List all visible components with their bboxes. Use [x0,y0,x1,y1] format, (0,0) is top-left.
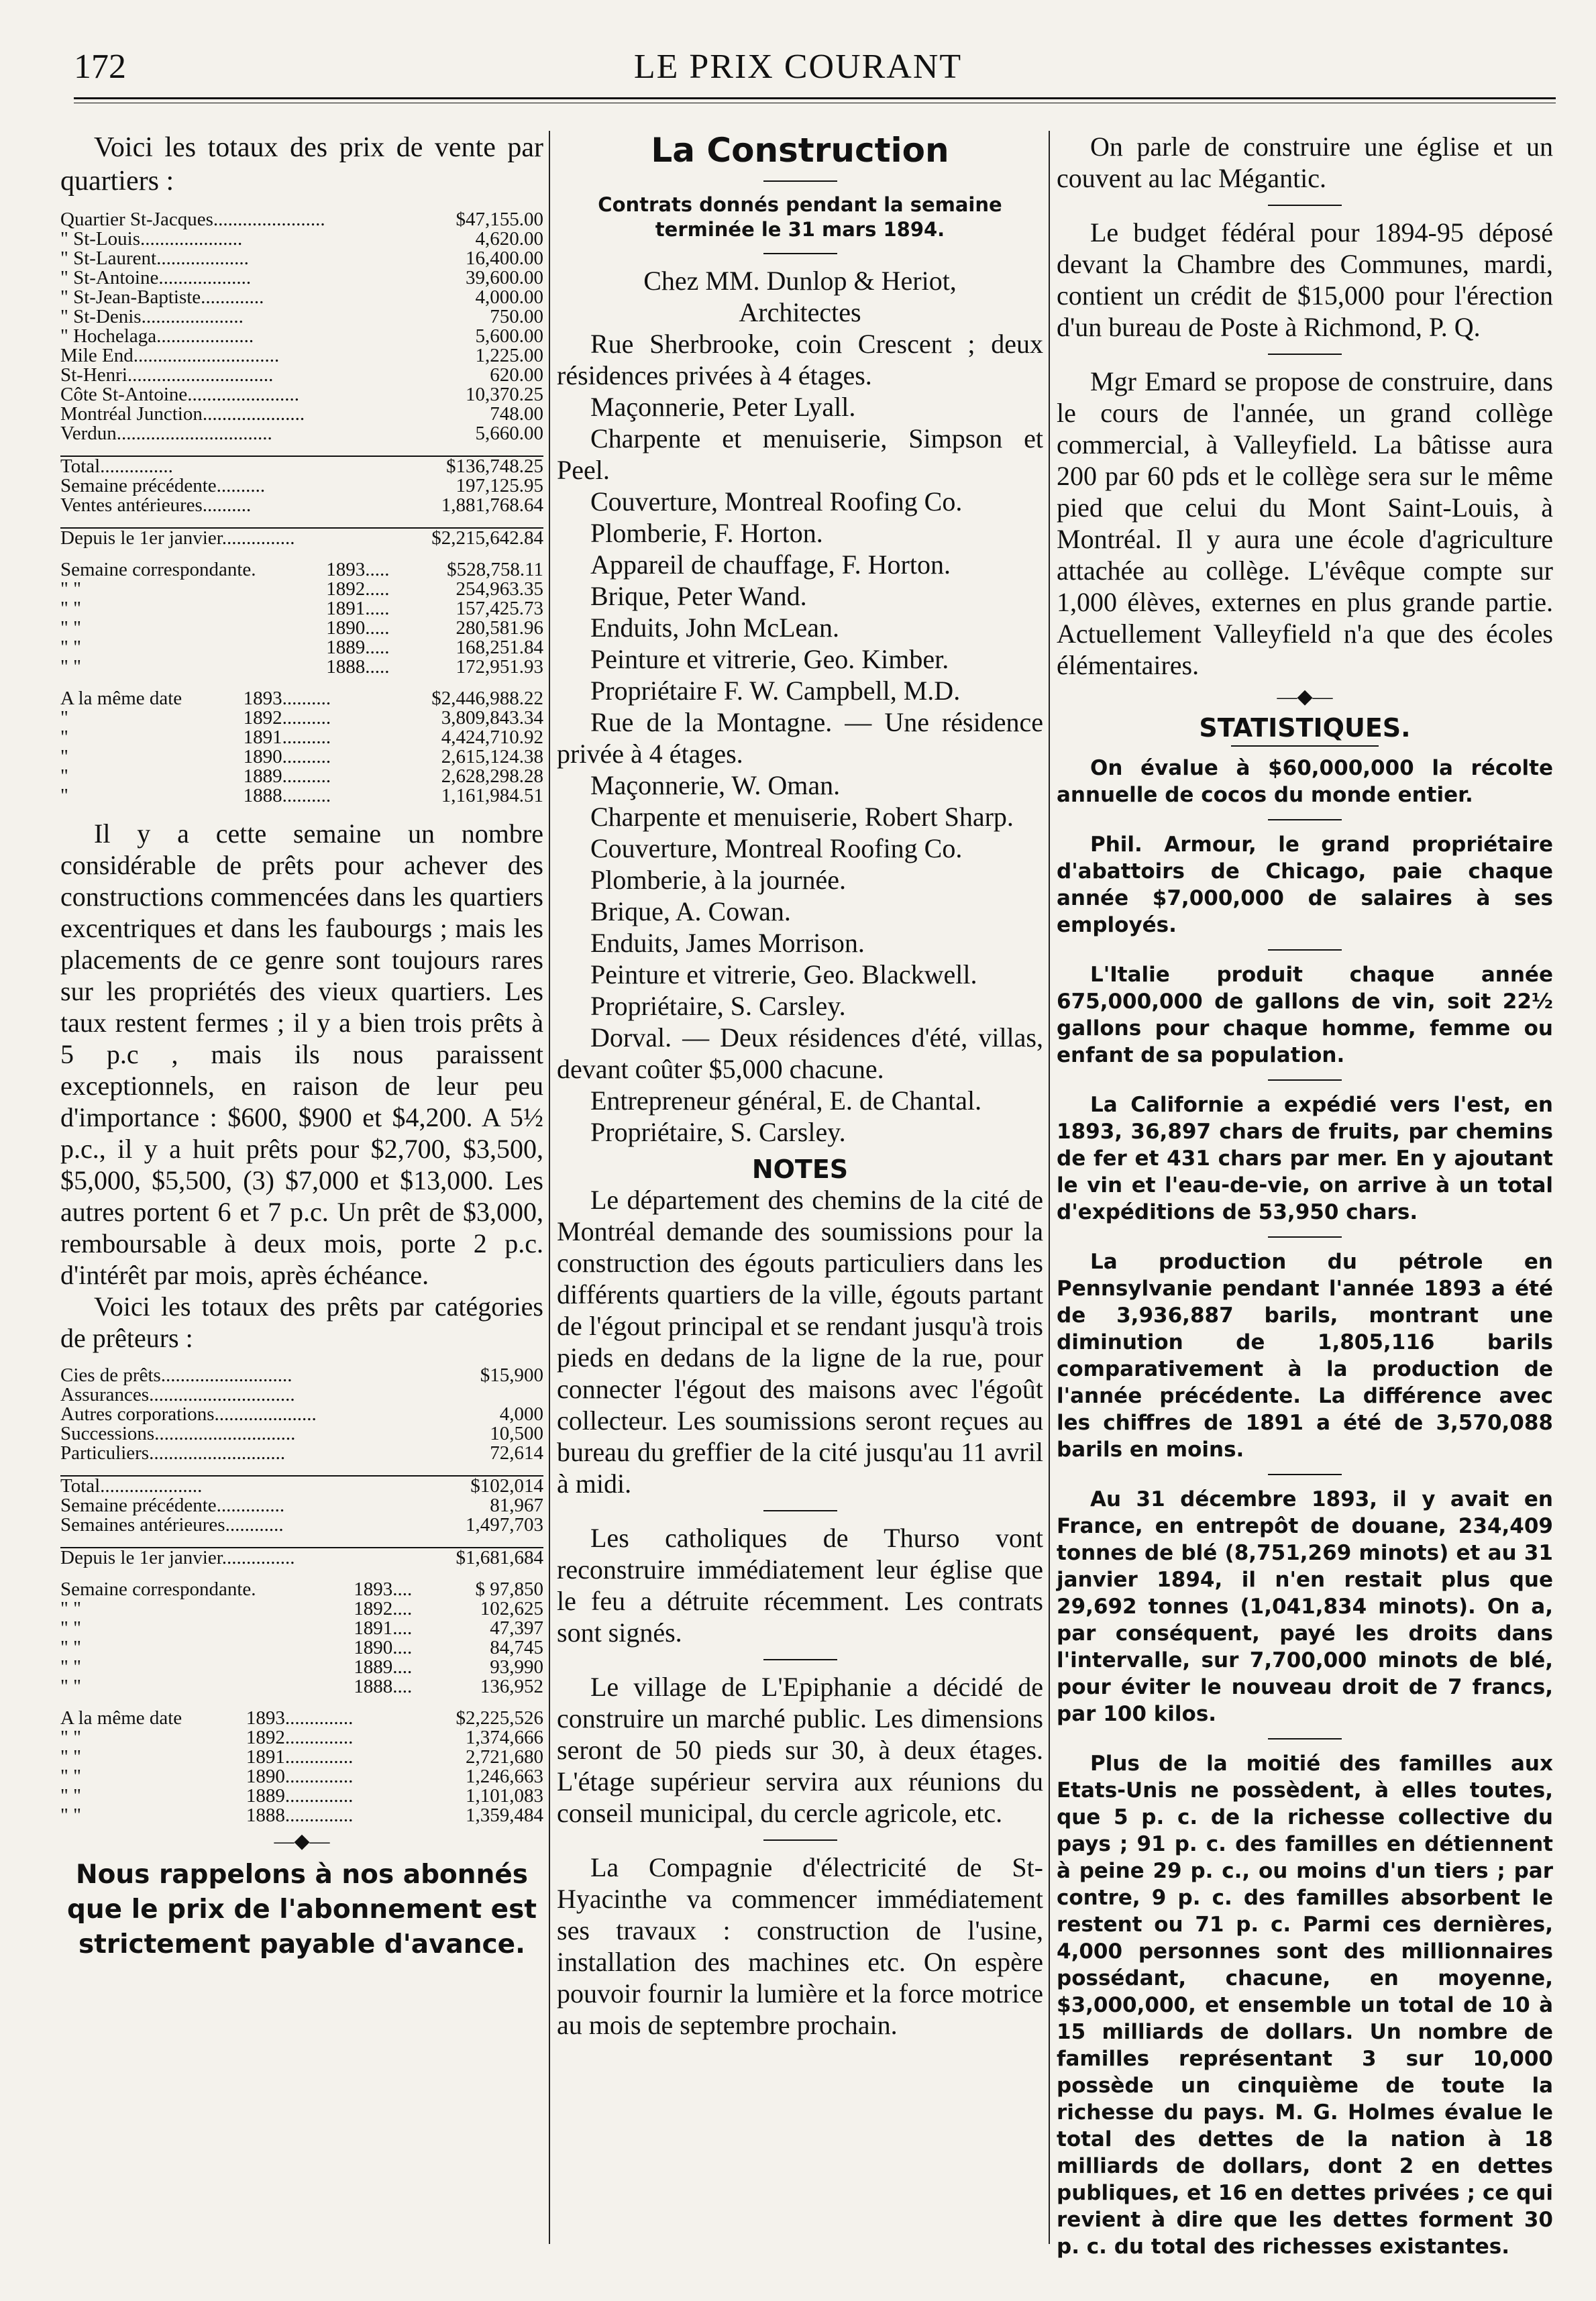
table-row [60,1385,543,1405]
row-year: 1892.......... [243,707,331,729]
divider [763,180,837,182]
table-row [60,327,543,346]
row-label: " St-Louis..................... [60,228,243,250]
row-year: 1888.............. [246,1805,354,1826]
table-row [60,1767,543,1786]
row-value: 2,628,298.28 [441,765,543,787]
statistic-paragraph: L'Italie produit chaque année 675,000,000 de gallons de vin, soit 22½ gallons pour chaque homme, femme ou enfant de sa population. [1057,963,1553,1067]
column-right [1057,131,1553,2260]
sales-by-district-table [60,210,543,443]
row-year: 1890.......... [243,746,331,767]
contract-line: Architectes [739,297,861,327]
row-label: " [60,785,68,806]
row-year: 1888..... [326,656,390,678]
row-year: 1890.... [354,1637,413,1658]
contract-line: Couverture, Montreal Roofing Co. [590,833,963,863]
sales-since-table [60,527,543,548]
table-row [60,1405,543,1424]
loans-same-date-table [60,1709,543,1825]
row-label: " " [60,1598,81,1619]
table-row [60,1444,543,1463]
table-row [60,229,543,249]
notes-heading: NOTES [751,1155,849,1184]
ornament-divider: —◆— [1277,686,1333,708]
table-row [60,1728,543,1748]
row-label: " " [60,1676,81,1697]
table-row [60,366,543,385]
row-label: Semaine précédente.............. [60,1495,285,1516]
row-year: 1890.............. [246,1766,354,1787]
table-row [60,268,543,288]
table-row [60,689,543,708]
row-value: $ 97,850 [475,1578,543,1600]
table-row [60,619,543,638]
row-label: " " [60,1727,81,1748]
column-divider [1049,131,1050,2244]
notes-paragraph: Le département des chemins de la cité de Montréal demande des soumissions pour la construction des égouts particuliers dans les différents quartiers de la ville, égouts partant de l'égout principal et se rendant jusqu'à trois pieds en dedans de la ligne de la rue, pour connecter l'égout des maisons avec l'égoût collecteur. Les soumissions seront reçues au bureau du greffier de la cité jusqu'au 11 avril à midi. [557,1185,1043,1499]
row-label: " Hochelaga.................... [60,325,254,347]
row-label: Autres corporations..................... [60,1403,317,1425]
row-value: 136,952 [480,1676,543,1697]
row-value: 620.00 [490,364,543,386]
row-value: 1,161,984.51 [441,785,543,806]
table-row [60,307,543,327]
table-row [60,346,543,366]
statistic-paragraph: Phil. Armour, le grand propriétaire d'abattoirs de Chicago, paie chaque année $7,000,000 de salaires à ses employés. [1057,833,1553,937]
row-label: " St-Laurent................... [60,248,249,269]
row-value: $15,900 [480,1364,543,1386]
sales-week-comparison-table [60,560,543,677]
contract-line: Entrepreneur général, E. de Chantal. [590,1085,982,1116]
row-value: 16,400.00 [466,248,543,269]
row-value: $136,748.25 [382,456,543,476]
table-row [60,1619,543,1638]
row-value: 1,497,703 [466,1514,543,1536]
contract-line: Plomberie, à la journée. [590,865,846,895]
row-year: 1891.............. [246,1746,354,1768]
divider [763,1510,837,1511]
row-value: 750.00 [490,306,543,327]
notes-paragraph: La Compagnie d'électricité de St-Hyacinthe va commencer immédiatement ses travaux : construction de l'usine, installation des machines etc. On espère pouvoir fournir la lumière et la force motrice au mois de septembre prochain. [557,1852,1043,2040]
loans-paragraph: Il y a cette semaine un nombre considérable de prêts pour achever des constructions commencées dans les quartiers excentriques et dans les faubourgs ; mais les placements de ce genre sont toujours rares sur les propriétés des vieux quartiers. Les taux restent fermes ; il y a bien trois prêts à 5 p.c , mais ils nous paraissent exceptionnels, en raison de leur peu d'importance : $600, $900 et $4,200. A 5½ p.c., il y a huit prêts pour $2,700, $3,500, $5,000, $5,500, (3) $7,000 et $13,000. Les autres portent 6 et 7 p.c. Un prêt de $3,000, remboursable à deux mois, porte 2 p.c. d'intérêt par mois, après échéance. [60,818,543,1290]
row-year: 1893.... [354,1578,413,1600]
divider [1268,1236,1342,1238]
loans-week-comparison-table [60,1580,543,1697]
table-row [60,657,543,677]
table-row [60,1748,543,1767]
contract-line: Propriétaire, S. Carsley. [590,1117,846,1147]
row-value: 84,745 [490,1637,543,1658]
row-value: 157,425.73 [456,598,543,619]
table-row [60,747,543,767]
loans-totals-table [60,1475,543,1535]
table-row [60,1366,543,1385]
row-label: Particuliers............................ [60,1442,286,1464]
row-label: " " [60,1656,81,1678]
row-value: 4,424,710.92 [441,727,543,748]
row-value: 748.00 [490,403,543,425]
news-paragraph: Mgr Emard se propose de construire, dans le cours de l'année, un grand collège commercial, à Valleyfield. La bâtisse aura 200 par 60 pds et le collège sera sur le même pied que celui du Mont Saint-Louis, à Montréal. Il y aura une école d'agriculture attachée au collège. L'évêque compte sur 1,000 élèves, externes en plus grande partie. Actuellement Valleyfield n'a que des écoles élémentaires. [1057,366,1553,680]
table-row [60,1806,543,1825]
contract-line: Appareil de chauffage, F. Horton. [590,549,951,580]
row-value: $2,446,988.22 [431,688,543,709]
row-value: 4,000.00 [475,286,543,308]
row-label: " " [60,1785,81,1807]
row-value: 5,600.00 [475,325,543,347]
contract-line: Dorval. — Deux résidences d'été, villas, devant coûter $5,000 chacune. [557,1022,1043,1084]
row-label: " [60,727,68,748]
row-value: 172,951.93 [456,656,543,678]
contract-line: Rue de la Montagne. — Une résidence privée à 4 étages. [557,707,1043,769]
row-label: " St-Jean-Baptiste............. [60,286,264,308]
row-label: Depuis le 1er janvier............... [60,1548,412,1568]
contract-line: Enduits, James Morrison. [590,928,865,958]
row-year: 1892.............. [246,1727,354,1748]
row-label: Semaine correspondante. [60,1578,256,1600]
row-year: 1893.......... [243,688,331,709]
row-value: 5,660.00 [475,423,543,444]
row-label: " " [60,1805,81,1826]
row-label: Semaine précédente.......... [60,475,266,496]
statistic-paragraph: La Californie a expédié vers l'est, en 1893, 36,897 chars de fruits, par chemins de fer et 431 chars par mer. En y ajoutant le vin et l'eau-de-vie, on arrive à un total d'expéditions de 53,950 chars. [1057,1093,1553,1224]
section-heading-construction: La Construction [651,131,949,170]
row-year: 1889.... [354,1656,413,1678]
row-value: 197,125.95 [456,475,543,496]
row-value: 1,359,484 [466,1805,543,1826]
table-row [60,249,543,268]
contract-line: Chez MM. Dunlop & Heriot, [643,266,957,296]
contract-line: Propriétaire F. W. Campbell, M.D. [590,676,961,706]
table-row [60,1496,543,1515]
contracts-list [557,265,1043,1148]
loans-categories-intro: Voici les totaux des prêts par catégories de prêteurs : [60,1291,543,1353]
row-label: " St-Antoine................... [60,267,252,288]
row-value: 4,620.00 [475,228,543,250]
table-row [60,1658,543,1677]
divider [763,1659,837,1660]
contract-line: Peinture et vitrerie, Geo. Blackwell. [590,959,977,989]
row-label: A la même date [60,688,182,709]
row-value: 2,615,124.38 [441,746,543,767]
news-paragraph: Le budget fédéral pour 1894-95 déposé devant la Chambre des Communes, mardi, contient un crédit de $15,000 pour l'érection d'un bureau de Poste à Richmond, P. Q. [1057,217,1553,342]
row-label: Quartier St-Jacques....................... [60,209,325,230]
row-year: 1888.... [354,1676,413,1697]
statistic-paragraph: Au 31 décembre 1893, il y avait en France, en entrepôt de douane, 234,409 tonnes de blé (8,751,269 minots) et au 31 janvier 1894, il n'en restait plus que 29,692 tonnes (1,041,834 minots). On a, par conséquent, payé les droits dans l'intervalle, sur 7,700,000 minots de blé, pour éviter le nouveau droit de 7 francs, par 100 kilos. [1057,1487,1553,1726]
row-label: " " [60,656,81,678]
row-year: 1890..... [326,617,390,639]
page-header [0,0,1596,101]
contract-line: Maçonnerie, Peter Lyall. [590,392,856,422]
contract-line: Charpente et menuiserie, Simpson et Peel. [557,423,1043,485]
row-label: " " [60,1766,81,1787]
row-label: Depuis le 1er janvier............... [60,528,387,548]
table-row [60,496,543,515]
row-year: 1889.......... [243,765,331,787]
table-row [60,405,543,424]
row-label: Total..................... [60,1476,419,1496]
divider [1268,205,1342,206]
row-label: Semaines antérieures............ [60,1514,284,1536]
row-value: 4,000 [499,1403,543,1425]
table-row [60,424,543,443]
table-row [60,1476,543,1496]
row-value: 93,990 [490,1656,543,1678]
row-label: " [60,707,68,729]
row-label: Successions............................. [60,1423,296,1444]
row-value: 168,251.84 [456,637,543,658]
row-value: 1,246,663 [466,1766,543,1787]
row-year: 1891.......... [243,727,331,748]
divider [1268,1079,1342,1081]
statistic-paragraph: On évalue à $60,000,000 la récolte annuelle de cocos du monde entier. [1057,756,1553,807]
table-row [60,288,543,307]
divider [1268,354,1342,355]
sales-totals-table [60,456,543,515]
row-label: " " [60,1746,81,1768]
row-value: $528,758.11 [447,559,543,580]
row-value: 72,614 [490,1442,543,1464]
contract-line: Maçonnerie, W. Oman. [590,770,841,800]
row-value: 81,967 [490,1495,543,1516]
row-year: 1889..... [326,637,390,658]
table-row [60,1638,543,1658]
sales-same-date-table [60,689,543,806]
row-year: 1891.... [354,1617,413,1639]
statistic-paragraph: La production du pétrole en Pennsylvanie pendant l'année 1893 a été de 3,936,887 barils, montrant une diminution de 1,805,116 barils comparativement à la production de l'année précédente. La différence avec les chiffres de 1891 a été de 3,570,088 barils en moins. [1057,1250,1553,1462]
row-value: $2,225,526 [456,1707,543,1729]
row-label: " St-Denis..................... [60,306,244,327]
table-row [60,767,543,786]
row-year: 1893.............. [246,1707,354,1729]
table-row [60,599,543,619]
row-label: Ventes antérieures.......... [60,494,252,516]
statistic-paragraph: Plus de la moitié des familles aux Etats-Unis ne possèdent, à elles toutes, que 5 p. c. de la richesse collective du pays ; 91 p. c. des familles en détiennent à peine 29 p. c., ou moins d'un tiers ; par contre, 9 p. c. des familles absorbent le restent ou 71 p. c. Parmi ces dernières, 4,000 personnes sont des millionnaires possédant, chacune, en moyenne, $3,000,000, et ensemble un total de 10 à 15 milliards de dollars. Un nombre de familles représentant 3 sur 10,000 possède un cinquième de toute la richesse du pays. M. G. Holmes évalue le total des dettes de la nation à 18 milliards de dollars, dont 2 en dettes publiques, et 16 en dettes privées ; ce qui revient à dire que les dettes forment 30 p. c. du total des richesses existantes. [1057,1752,1553,2259]
table-row [60,1424,543,1444]
divider [1268,1474,1342,1475]
row-year: 1891..... [326,598,390,619]
row-value: 47,397 [490,1617,543,1639]
table-row [60,1548,543,1568]
row-year: 1888.......... [243,785,331,806]
column-middle [557,131,1043,2041]
row-label: Montréal Junction..................... [60,403,305,425]
divider [1268,819,1342,820]
row-year: 1892..... [326,578,390,600]
divider [763,253,837,254]
column-divider [549,131,550,2244]
contract-line: Couverture, Montreal Roofing Co. [590,486,963,517]
table-row [60,456,543,476]
row-value [447,1385,543,1405]
row-label: Total............... [60,456,382,476]
row-label: " " [60,1637,81,1658]
row-label: " [60,765,68,787]
table-row [60,560,543,580]
row-value: 3,809,843.34 [441,707,543,729]
row-value: 10,500 [490,1423,543,1444]
contract-line: Charpente et menuiserie, Robert Sharp. [590,802,1014,832]
row-label: Assurances.............................. [60,1384,295,1405]
loans-since-table [60,1547,543,1568]
row-label: " " [60,1617,81,1639]
table-row [60,1786,543,1806]
newspaper-title: LE PRIX COURANT [633,48,963,86]
row-year: 1892.... [354,1598,413,1619]
divider [1268,949,1342,951]
contract-line: Propriétaire, S. Carsley. [590,991,846,1021]
contract-line: Brique, A. Cowan. [590,896,791,926]
contract-line: Plomberie, F. Horton. [590,518,823,548]
contract-line: Rue Sherbrooke, coin Crescent ; deux résidences privées à 4 étages. [557,329,1043,390]
table-row [60,1580,543,1599]
row-value: $47,155.00 [456,209,543,230]
row-value: $102,014 [419,1476,543,1496]
table-row [60,528,543,548]
row-label: " " [60,578,81,600]
row-label: St-Henri.............................. [60,364,274,386]
row-value: 1,225.00 [475,345,543,366]
notes-paragraph: Le village de L'Epiphanie a décidé de construire un marché public. Les dimensions seront de 50 pieds sur 30, à deux étages. L'étage supérieur servira aux réunions du conseil municipal, du cercle agricole, etc. [557,1672,1043,1828]
ornament-divider: —◆— [274,1830,330,1852]
divider [1231,745,1379,747]
row-value: $2,215,642.84 [387,528,543,548]
divider [1268,1738,1342,1740]
contract-line: Brique, Peter Wand. [590,581,807,611]
table-row [60,786,543,806]
news-paragraph: On parle de construire une église et un couvent au lac Mégantic. [1057,131,1553,193]
row-value: 39,600.00 [466,267,543,288]
row-value: 1,881,768.64 [441,494,543,516]
column-left [60,131,543,1962]
row-year: 1889.............. [246,1785,354,1807]
table-row [60,476,543,496]
table-row [60,385,543,405]
row-value: 1,374,666 [466,1727,543,1748]
table-row [60,638,543,657]
row-label: A la même date [60,1707,182,1729]
row-label: " [60,746,68,767]
row-value: $1,681,684 [412,1548,543,1568]
subscription-notice: Nous rappelons à nos abonnés que le prix de l'abonnement est strictement payable d'avance. [66,1860,537,1960]
loans-by-lender-table [60,1366,543,1463]
row-year: 1893..... [326,559,390,580]
row-label: " " [60,637,81,658]
contract-line: Enduits, John McLean. [590,612,840,643]
row-label: Verdun................................ [60,423,272,444]
table-row [60,1599,543,1619]
row-label: Semaine correspondante. [60,559,256,580]
table-row [60,1677,543,1697]
row-label: Côte St-Antoine....................... [60,384,300,405]
table-row [60,1709,543,1728]
divider [763,1839,837,1841]
table-row [60,728,543,747]
row-value: 280,581.96 [456,617,543,639]
row-value: 10,370.25 [466,384,543,405]
row-value: 254,963.35 [456,578,543,600]
table-row [60,210,543,229]
row-label: " " [60,598,81,619]
row-label: " " [60,617,81,639]
contracts-subheading: Contrats donnés pendant la semaine terminée le 31 mars 1894. [598,193,1002,241]
row-label: Mile End.............................. [60,345,280,366]
page-number: 172 [74,48,126,86]
notes-paragraph: Les catholiques de Thurso vont reconstruire immédiatement leur église que le feu a détruite récemment. Les contrats sont signés. [557,1523,1043,1648]
sales-intro: Voici les totaux des prix de vente par quartiers : [60,132,543,197]
table-row [60,1515,543,1535]
row-value: 2,721,680 [466,1746,543,1768]
row-value: 102,625 [480,1598,543,1619]
table-row [60,708,543,728]
statistics-heading: STATISTIQUES. [1199,713,1411,743]
contract-line: Peinture et vitrerie, Geo. Kimber. [590,644,949,674]
header-rule [74,97,1556,99]
row-label: Cies de prêts........................... [60,1364,292,1386]
row-value: 1,101,083 [466,1785,543,1807]
table-row [60,580,543,599]
